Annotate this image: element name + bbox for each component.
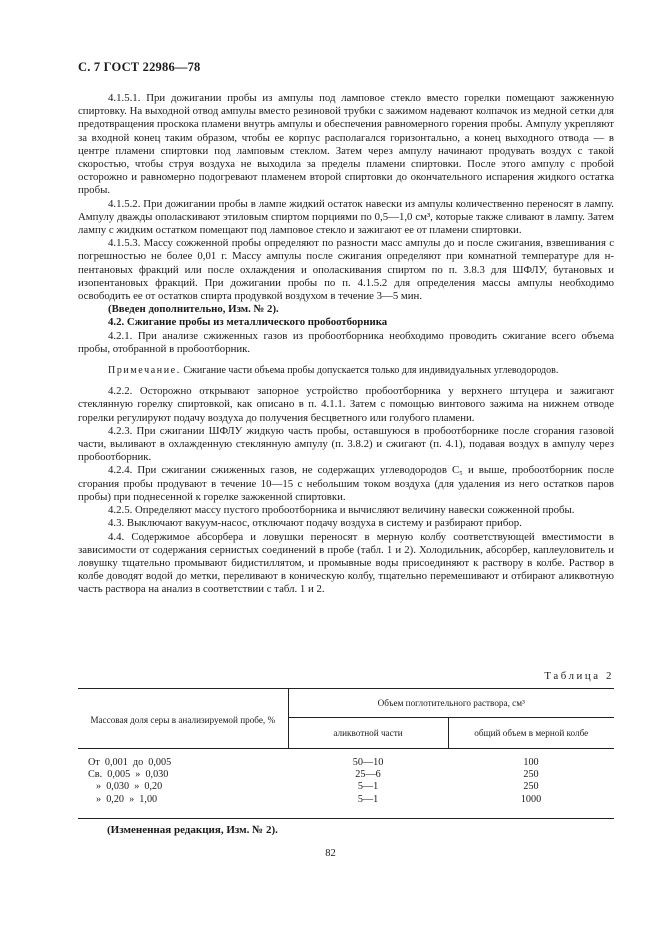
amendment-note: (Введен дополнительно, Изм. № 2). — [108, 303, 279, 316]
col-header-total: общий объем в мерной колбе — [448, 718, 614, 749]
paragraph-4-3: 4.3. Выключают вакуум-насос, отключают подачу воздуха в систему и разбирают прибор. — [108, 517, 522, 530]
body-text-top — [78, 92, 614, 597]
group-header-volume: Объем поглотительного раствора, см³ — [288, 689, 614, 718]
row-aliquot: 50—10 — [352, 757, 384, 768]
row-total: 250 — [523, 769, 539, 781]
page-number: 82 — [325, 848, 336, 859]
note — [78, 364, 614, 377]
col-total-values — [448, 749, 614, 819]
row-aliquot: 5—1 — [357, 793, 379, 805]
col-aliquot-values — [288, 749, 448, 819]
paragraph-4-2-4: 4.2.4. При сжигании сжиженных газов, не содержащих углеводородов C₅ и выше, пробоотборник после сгорания пробы продувают в течение 10—15 с небольшим током воздуха (для удаления из него остатков паров пробы) при поднесенной к горелке зажженной спиртовки. — [78, 464, 614, 503]
col-header-sulfur: Массовая доля серы в анализируемой пробе, % — [78, 689, 288, 749]
row-range: Св. 0,005 » 0,030 — [88, 769, 169, 781]
table-caption: Таблица 2 — [544, 670, 614, 682]
section-4-2-heading: 4.2. Сжигание пробы из металлического пробоотборника — [108, 316, 388, 329]
col-header-aliquot: аликвотной части — [288, 718, 448, 749]
paragraph-4-1-5-2: 4.1.5.2. При дожигании пробы в лампе жидкий остаток навески из ампулы количественно переносят в лампу. Ампулу дважды ополаскивают этиловым спиртом порциями по 0,5—1,0 см³, которые также сливают в лампу. Затем лампу с жидким остатком помещают под ламповое стекло и зажигают ее от пламени спиртовки. — [78, 197, 614, 237]
page-header: С. 7 ГОСТ 22986—78 — [78, 60, 201, 74]
amendment-footer: (Измененная редакция, Изм. № 2). — [107, 824, 278, 836]
paragraph-4-1-5-1: 4.1.5.1. При дожигании пробы из ампулы под ламповое стекло вместо горелки помещают зажженную спиртовку. На выходной отвод ампулы вместо резиновой трубки с зажимом надевают колпачок из медной сетки для предотвращения проскока пламени внутрь ампулы и обеспечения равномерного горения пробы. Ампулу укрепляют за входной конец таким образом, чтобы ее корпус располагался горизонтально, а конец выходного отвода — в центре пламени спиртовки под ламповым стеклом. Затем через ампулу начинают продувать воздух с такой скоростью, чтобы струя воздуха не выходила за пределы пламени спиртовки. После этого ампулу с пробой осторожно и равномерно подогревают пламенем второй спиртовки до окончательного испарения жидкого остатка пробы. — [78, 92, 614, 197]
row-total: 100 — [523, 757, 539, 768]
note-text: Сжигание части объема пробы допускается только для индивидуальных углеводородов. — [180, 365, 559, 377]
row-total: 1000 — [520, 793, 542, 805]
paragraph-4-2-3: 4.2.3. При сжигании ШФЛУ жидкую часть пробы, оставшуюся в пробоотборнике после сгорания газовой части, выливают в охлажденную стеклянную ампулу (п. 3.8.2) и сжигают (п. 4.1), подавая воздух в ампулу через пробоотборник. — [78, 424, 614, 464]
paragraph-4-2-2: 4.2.2. Осторожно открывают запорное устройство пробоотборника у верхнего штуцера и зажигают стеклянную горелку спиртовкой, как описано в п. 4.1.1. Затем с помощью винтового зажима на нижнем отводе горелки регулируют подачу воздуха до получения бесцветного или голубого пламени. — [78, 385, 614, 424]
table-2 — [78, 688, 614, 819]
row-range: » 0,030 » 0,20 — [96, 781, 163, 793]
paragraph-4-2-1: 4.2.1. При анализе сжиженных газов из пробоотборника необходимо проводить сжигание всего объема пробы, отобранной в пробоотборник. — [78, 329, 614, 355]
row-range: » 0,20 » 1,00 — [96, 793, 158, 805]
note-label: Примечание. — [108, 365, 181, 377]
row-aliquot: 5—1 — [357, 781, 379, 793]
paragraph-4-1-5-3: 4.1.5.3. Массу сожженной пробы определяют по разности масс ампулы до и после сжигания, взвешивания с погрешностью не более 0,01 г. Массу ампулы после сжигания определяют при комнатной температуре для н-пентановых фракций или после охлаждения и ополаскивания спиртом по п. 3.8.3 для ШФЛУ, бутановых и изопентановых фракций. При дожигании пробы по п. 4.1.5.2 для определения массы ампулы необходимо освободить ее от остатков спирта продувкой воздухом в течение 3—5 мин. — [78, 237, 614, 303]
row-range: От 0,001 до 0,005 — [88, 757, 172, 768]
paragraph-4-4: 4.4. Содержимое абсорбера и ловушки переносят в мерную колбу соответствующей вместимости в зависимости от содержания сернистых соединений в пробе (табл. 1 и 2). Холодильник, абсорбер, каплеуловитель и ловушку тщательно промывают бидистиллятом, и промывные воды присоединяют к раствору в колбе. Раствор в колбе доводят водой до метки, переливают в коническую колбу, тщательно перемешивают и отбирают аликвотную часть раствора на анализ в соответствии с табл. 1 и 2. — [78, 530, 614, 596]
col-sulfur-values — [78, 749, 288, 819]
paragraph-4-2-5: 4.2.5. Определяют массу пустого пробоотборника и вычисляют величину навески сожженной пробы. — [108, 504, 575, 517]
row-total: 250 — [523, 781, 539, 793]
row-aliquot: 25—6 — [355, 769, 381, 781]
